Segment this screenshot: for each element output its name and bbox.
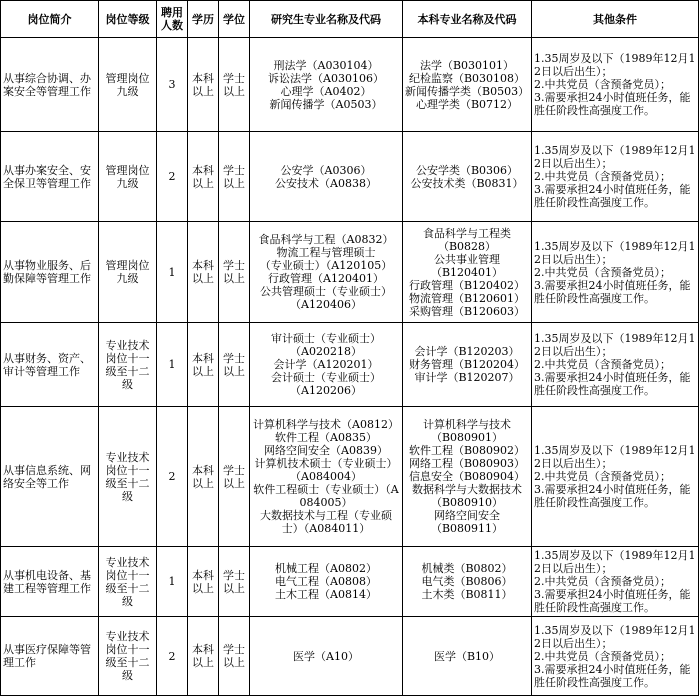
- table-row: [1, 547, 699, 617]
- undergraduate-majors-line: 公安学类（B0306）: [415, 163, 519, 177]
- position-level: 管理岗位九级: [99, 132, 157, 222]
- other-conditions: [532, 222, 699, 323]
- undergraduate-majors-line: 采购管理（B120603）: [408, 304, 526, 318]
- table-row: [1, 222, 699, 323]
- header-education: 学历: [188, 1, 219, 38]
- undergraduate-majors-line: 会计学（B120203）: [414, 345, 520, 358]
- table-row: [1, 617, 699, 696]
- undergraduate-majors-line: 物流管理（B120601）: [408, 291, 526, 305]
- undergraduate-majors-line: 新闻传播学类（B0503）: [405, 84, 530, 98]
- other-conditions-line: 3.需要承担24小时值班任务，能胜任阶段性高强度工作。: [534, 278, 691, 305]
- position-level: 管理岗位九级: [99, 222, 157, 323]
- other-conditions-line: 2.中共党员（含预备党员）；: [534, 575, 671, 588]
- hire-count: 1: [157, 547, 188, 617]
- other-conditions-line: 3.需要承担24小时值班任务，能胜任阶段性高强度工作。: [534, 371, 691, 397]
- graduate-majors-line: 心理学（A0402）: [280, 84, 372, 98]
- table-body: [1, 38, 699, 696]
- graduate-majors-line: 诉讼法学（A030106）: [268, 71, 384, 85]
- undergraduate-majors-line: 计算机科学与技术: [423, 418, 511, 431]
- other-conditions-line: 3.需要承担24小时值班任务，能胜任阶段性高强度工作。: [534, 183, 691, 209]
- hire-count: 1: [157, 222, 188, 323]
- graduate-majors-line: （A120206）: [290, 384, 362, 397]
- undergraduate-majors-line: （B080910）: [430, 496, 504, 509]
- graduate-majors-line: 物流工程与管理硕士: [276, 246, 376, 259]
- undergraduate-majors-line: 公安技术类（B0831）: [410, 176, 524, 190]
- position-intro: 从事医疗保障等管理工作: [1, 617, 99, 696]
- graduate-majors-line: （A020218）: [290, 345, 362, 358]
- other-conditions-line: 2.中共党员（含预备党员）；: [534, 470, 671, 483]
- undergraduate-majors-line: 纪检监察（B030108）: [408, 71, 526, 85]
- undergraduate-majors: [403, 38, 532, 132]
- graduate-majors-line: 土木工程（A0814）: [275, 588, 377, 601]
- graduate-majors-line: 软件工程（A0835）: [275, 431, 377, 444]
- position-level: 专业技术岗位十一级至十二级: [99, 547, 157, 617]
- graduate-majors-line: （专业硕士）（A120105）: [259, 259, 393, 272]
- undergraduate-majors-line: （B0828）: [437, 239, 497, 253]
- degree: 学士以上: [219, 323, 250, 407]
- other-conditions: [532, 407, 699, 547]
- graduate-majors-line: 审计硕士（专业硕士）: [271, 332, 381, 345]
- other-conditions-line: 1.35周岁及以下（1989年12月12日以后出生）；: [534, 444, 696, 470]
- graduate-majors-line: 刑法学（A030104）: [273, 58, 379, 72]
- other-conditions-line: 3.需要承担24小时值班任务，能胜任阶段性高强度工作。: [534, 588, 691, 614]
- undergraduate-majors-line: 审计学（B120207）: [414, 371, 520, 384]
- other-conditions-line: 1.35周岁及以下（1989年12月12日以后出生）；: [534, 623, 696, 650]
- graduate-majors-line: 公安技术（A0838）: [275, 176, 377, 190]
- undergraduate-majors-line: 食品科学与工程类: [423, 226, 511, 240]
- undergraduate-majors-line: 软件工程（B080902）: [408, 444, 526, 457]
- position-intro: 从事机电设备、基建工程等管理工作: [1, 547, 99, 617]
- graduate-majors: [250, 323, 403, 407]
- graduate-majors-line: 食品科学与工程（A0832）: [258, 233, 394, 246]
- other-conditions: [532, 547, 699, 617]
- education: 本科以上: [188, 323, 219, 407]
- position-level: 管理岗位九级: [99, 38, 157, 132]
- education: 本科以上: [188, 617, 219, 696]
- graduate-majors-line: 软件工程硕士（专业硕士）（A084005）: [253, 483, 399, 509]
- hire-count: 3: [157, 38, 188, 132]
- undergraduate-majors: [403, 407, 532, 547]
- undergraduate-majors-line: （B080901）: [430, 431, 504, 444]
- undergraduate-majors-line: 公共事业管理: [434, 252, 500, 266]
- position-level: 专业技术岗位十一级至十二级: [99, 323, 157, 407]
- graduate-majors-line: 新闻传播学（A0503）: [269, 97, 383, 111]
- undergraduate-majors: [403, 617, 532, 696]
- undergraduate-majors: [403, 547, 532, 617]
- graduate-majors-line: 公共管理硕士（专业硕士）: [260, 285, 392, 298]
- graduate-majors-line: 公安学（A0306）: [280, 163, 372, 177]
- undergraduate-majors-line: 土木类（B0811）: [421, 588, 513, 601]
- graduate-majors: [250, 222, 403, 323]
- header-intro: 岗位简介: [1, 1, 99, 38]
- graduate-majors-line: 医学（A10）: [293, 649, 359, 663]
- other-conditions-line: 2.中共党员（含预备党员）；: [534, 649, 671, 663]
- degree: 学士以上: [219, 547, 250, 617]
- undergraduate-majors-line: 数据科学与大数据技术: [412, 483, 522, 496]
- undergraduate-majors-line: 网络空间安全: [434, 509, 500, 522]
- graduate-majors-line: 计算机技术硕士（专业硕士）（A084004）: [254, 457, 398, 483]
- position-intro: 从事财务、资产、审计等管理工作: [1, 323, 99, 407]
- position-level: 专业技术岗位十一级至十二级: [99, 407, 157, 547]
- graduate-majors-line: 电气工程（A0808）: [275, 575, 377, 588]
- position-intro: 从事综合协调、办案安全等管理工作: [1, 38, 99, 132]
- other-conditions-line: 2.中共党员（含预备党员）；: [534, 78, 671, 91]
- position-intro: 从事办案安全、安全保卫等管理工作: [1, 132, 99, 222]
- undergraduate-majors-line: 行政管理（B120402）: [408, 278, 526, 292]
- position-intro: 从事物业服务、后勤保障等管理工作: [1, 222, 99, 323]
- position-level: 专业技术岗位十一级至十二级: [99, 617, 157, 696]
- undergraduate-majors-line: 财务管理（B120204）: [408, 358, 526, 371]
- other-conditions: [532, 323, 699, 407]
- table-row: [1, 38, 699, 132]
- degree: 学士以上: [219, 222, 250, 323]
- undergraduate-majors-line: 电气类（B0806）: [421, 575, 513, 588]
- other-conditions-line: 3.需要承担24小时值班任务，能胜任阶段性高强度工作。: [534, 91, 691, 117]
- header-level: 岗位等级: [99, 1, 157, 38]
- other-conditions-line: 3.需要承担24小时值班任务，能胜任阶段性高强度工作。: [534, 662, 691, 689]
- graduate-majors-line: 机械工程（A0802）: [275, 562, 377, 575]
- other-conditions: [532, 38, 699, 132]
- undergraduate-majors-line: 法学（B030101）: [419, 58, 515, 72]
- graduate-majors-line: 会计硕士（专业硕士）: [271, 371, 381, 384]
- other-conditions-line: 2.中共党员（含预备党员）；: [534, 170, 671, 183]
- education: 本科以上: [188, 222, 219, 323]
- undergraduate-majors-line: 心理学类（B0712）: [415, 97, 519, 111]
- undergraduate-majors-line: （B080911）: [430, 522, 504, 535]
- degree: 学士以上: [219, 617, 250, 696]
- degree: 学士以上: [219, 132, 250, 222]
- undergraduate-majors-line: 网络工程（B080903）: [408, 457, 526, 470]
- other-conditions-line: 2.中共党员（含预备党员）；: [534, 358, 671, 371]
- graduate-majors: [250, 132, 403, 222]
- undergraduate-majors-line: 信息安全（B080904）: [408, 470, 526, 483]
- position-intro: 从事信息系统、网络安全等工作: [1, 407, 99, 547]
- header-row: [1, 1, 699, 38]
- graduate-majors: [250, 38, 403, 132]
- graduate-majors-line: （A120406）: [290, 298, 362, 311]
- education: 本科以上: [188, 407, 219, 547]
- degree: 学士以上: [219, 407, 250, 547]
- table-row: [1, 323, 699, 407]
- hire-count: 2: [157, 407, 188, 547]
- table-row: [1, 132, 699, 222]
- graduate-majors-line: 大数据技术与工程（专业硕士）（A084011）: [260, 509, 392, 535]
- other-conditions-line: 1.35周岁及以下（1989年12月12日以后出生）；: [534, 549, 696, 575]
- other-conditions-line: 3.需要承担24小时值班任务，能胜任阶段性高强度工作。: [534, 483, 691, 509]
- other-conditions-line: 1.35周岁及以下（1989年12月12日以后出生）；: [534, 52, 696, 78]
- other-conditions: [532, 132, 699, 222]
- hire-count: 1: [157, 323, 188, 407]
- undergraduate-majors: [403, 222, 532, 323]
- header-undergraduate-major: 本科专业名称及代码: [403, 1, 532, 38]
- graduate-majors: [250, 617, 403, 696]
- undergraduate-majors-line: 机械类（B0802）: [421, 562, 513, 575]
- hire-count: 2: [157, 617, 188, 696]
- table-row: [1, 407, 699, 547]
- education: 本科以上: [188, 38, 219, 132]
- graduate-majors: [250, 407, 403, 547]
- education: 本科以上: [188, 132, 219, 222]
- other-conditions-line: 1.35周岁及以下（1989年12月12日以后出生）；: [534, 239, 696, 266]
- other-conditions-line: 1.35周岁及以下（1989年12月12日以后出生）；: [534, 332, 696, 358]
- graduate-majors-line: 网络空间安全（A0839）: [264, 444, 388, 457]
- hire-count: 2: [157, 132, 188, 222]
- graduate-majors: [250, 547, 403, 617]
- undergraduate-majors-line: （B120401）: [430, 265, 504, 279]
- other-conditions-line: 2.中共党员（含预备党员）；: [534, 265, 671, 279]
- graduate-majors-line: 行政管理（A120401）: [268, 272, 384, 285]
- graduate-majors-line: 会计学（A120201）: [273, 358, 379, 371]
- header-degree: 学位: [219, 1, 250, 38]
- undergraduate-majors: [403, 132, 532, 222]
- header-other-conditions: 其他条件: [532, 1, 699, 38]
- other-conditions: [532, 617, 699, 696]
- undergraduate-majors-line: 医学（B10）: [433, 649, 501, 663]
- education: 本科以上: [188, 547, 219, 617]
- degree: 学士以上: [219, 38, 250, 132]
- undergraduate-majors: [403, 323, 532, 407]
- other-conditions-line: 1.35周岁及以下（1989年12月12日以后出生）；: [534, 144, 696, 170]
- header-graduate-major: 研究生专业名称及代码: [250, 1, 403, 38]
- header-count: 聘用人数: [157, 1, 188, 38]
- graduate-majors-line: 计算机科学与技术（A0812）: [253, 418, 399, 431]
